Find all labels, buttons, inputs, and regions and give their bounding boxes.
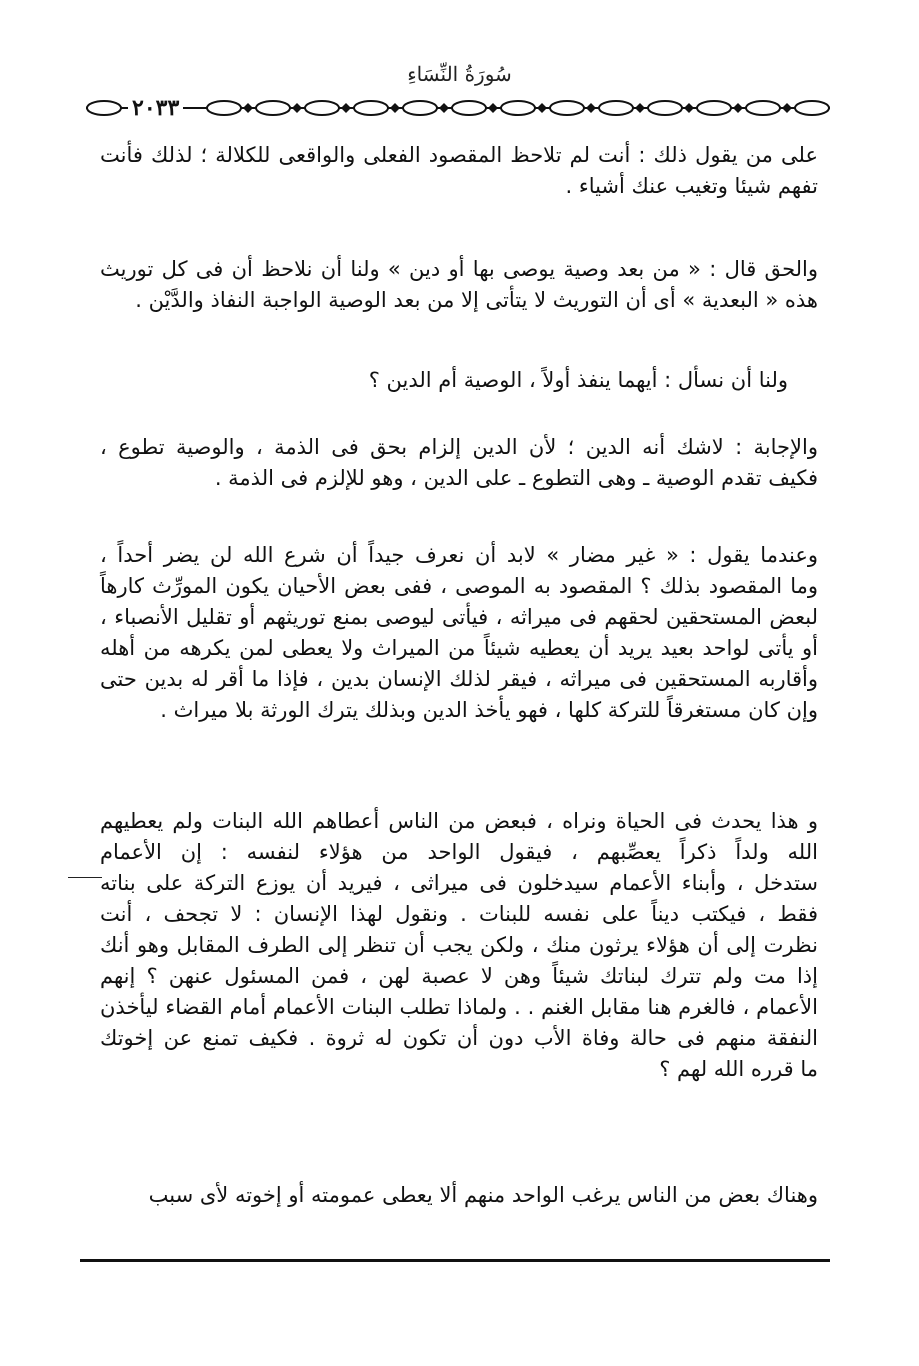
paragraph-1 [100,140,818,202]
border-oval [452,101,486,115]
paragraph-3 [100,365,818,396]
text-line: وعندما يقول : « غير مضار » لابد أن نعرف جيداً أن شرع الله لن يضر أحداً ، [100,543,818,567]
text-line: لبعض المستحقين لحقهم فى ميراثه ، فيأتى ليوصى بمنع توريثهم أو تقليل الأنصباء ، [100,605,818,629]
border-oval [501,101,535,115]
paragraph-6 [100,806,818,1085]
border-diamond [439,103,449,113]
text-line: فكيف تقدم الوصية ـ وهى التطوع ـ على الدين ، وهو للإلزم فى الذمة . [214,466,818,490]
border-diamond [488,103,498,113]
text-line: تفهم شيئا وتغيب عنك أشياء . [565,174,818,198]
text-line: وإن كان مستغرقاً للتركة كلها ، فهو يأخذ الدين وبذلك يترك الورثة بلا ميراث . [160,698,818,722]
text-line: وما المقصود بذلك ؟ المقصود به الموصى ، ففى بعض الأحيان يكون المورِّث كارهاً [100,574,818,598]
border-oval [305,101,339,115]
text-line: ولنا أن نسأل : أيهما ينفذ أولاً ، الوصية أم الدين ؟ [368,368,788,392]
text-line: وأقاربه المستحقين فى ميراثه ، فيقر لذلك الإنسان بدين ، فإذا ما أقر له بدين حتى [100,667,818,691]
text-line: والحق قال : « من بعد وصية يوصى بها أو دين » ولنا أن نلاحظ أن فى كل توريث [100,257,818,281]
footer-rule [80,1259,830,1262]
border-diamond [537,103,547,113]
border-diamond [390,103,400,113]
text-line: وهناك بعض من الناس يرغب الواحد منهم ألا يعطى عمومته أو إخوته لأى سبب [148,1183,818,1207]
text-line: ستدخل ، وأبناء الأعمام سيدخلون فى ميراثى ، فيريد أن يوزع التركة على بناته [100,871,818,895]
border-oval [256,101,290,115]
border-diamond [635,103,645,113]
text-line: على من يقول ذلك : أنت لم تلاحظ المقصود الفعلى والواقعى للكلالة ؛ لذلك فأنت [100,143,818,167]
border-diamond [341,103,351,113]
decorative-header-border [86,96,830,120]
page-number: ٢٠٣٣ [128,95,183,121]
text-line: أو يأتى لواحد بعيد يريد أن يعطيه شيئاً من الميراث ولا يعطى لمن يكرهه من أهله [100,636,818,660]
border-diamond [292,103,302,113]
text-line: ما قرره الله لهم ؟ [659,1057,818,1081]
border-oval [354,101,388,115]
text-line: والإجابة : لاشك أنه الدين ؛ لأن الدين إلزام بحق فى الذمة ، والوصية تطوع ، [100,435,818,459]
margin-mark [68,877,102,878]
border-oval [87,101,121,115]
paragraph-5 [100,540,818,726]
text-line: و هذا يحدث فى الحياة ونراه ، فبعض من الناس أعطاهم الله البنات ولم يعطيهم [100,809,818,833]
surah-title: سُورَةُ النِّسَاءِ [407,62,512,86]
border-oval [550,101,584,115]
border-diamond [782,103,792,113]
text-line: نظرت إلى أن هؤلاء يرثون منك ، ولكن يجب أن تنظر إلى الطرف المقابل وهو أنك [100,933,818,957]
text-line: هذه « البعدية » أى أن التوريث لا يتأتى إلا من بعد الوصية الواجبة النفاذ والدَّيْن . [135,288,818,312]
text-line: الأعمام ، فالغرم هنا مقابل الغنم . . ولماذا تطلب البنات الأعمام أمام القضاء ليأخذن [100,995,818,1019]
border-oval [795,101,829,115]
border-diamond [733,103,743,113]
text-line: إذا مت ولم تترك لبناتك شيئاً وهن لا عصبة لهن ، فمن المسئول عنهن ؟ إنهم [100,964,818,988]
text-line: الله ولداً ذكراً يعصِّبهم ، فيقول الواحد من هؤلاء لنفسه : إن الأعمام [100,840,818,864]
border-oval [599,101,633,115]
border-diamond [684,103,694,113]
text-line: النفقة منهم فى حالة وفاة الأب دون أن تكون له ثروة . فكيف تمنع عن إخوتك [100,1026,818,1050]
paragraph-2 [100,254,818,316]
border-oval [746,101,780,115]
text-line: فقط ، فيكتب ديناً على نفسه للبنات . ونقول لهذا الإنسان : لا تجحف ، أنت [100,902,818,926]
border-diamond [243,103,253,113]
paragraph-4 [100,432,818,494]
border-diamond [586,103,596,113]
border-oval [648,101,682,115]
paragraph-7 [100,1180,818,1211]
border-oval [207,101,241,115]
border-oval [697,101,731,115]
border-oval [403,101,437,115]
